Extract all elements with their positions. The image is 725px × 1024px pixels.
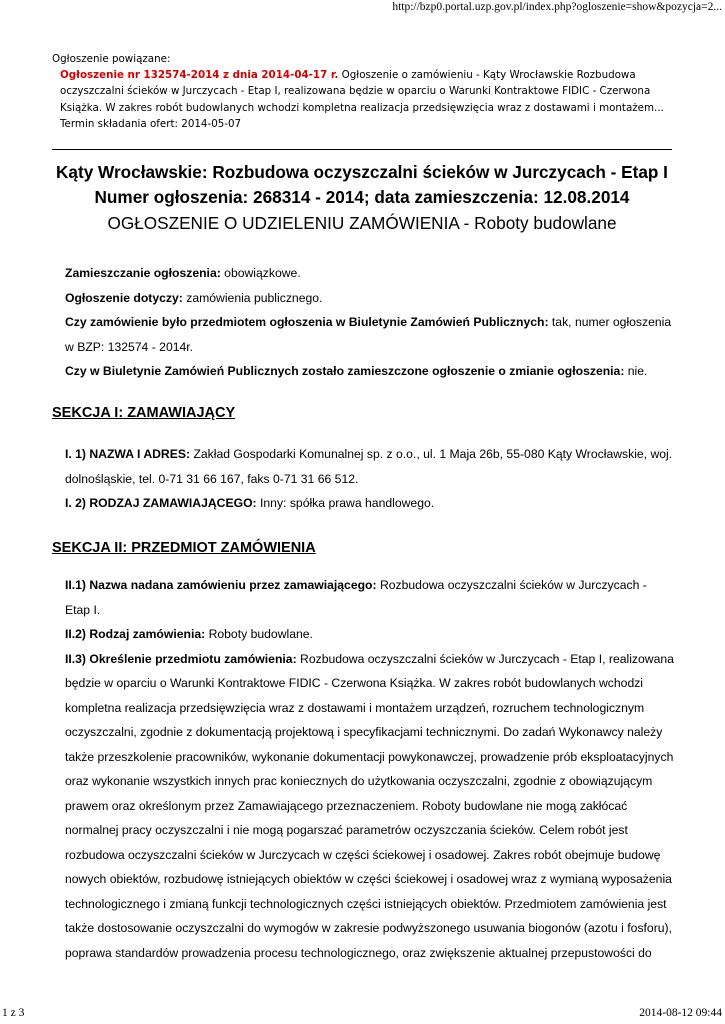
field-name-address xyxy=(65,442,675,491)
title-line-1: Kąty Wrocławskie: Rozbudowa oczyszczalni ścieków w Jurczycach - Etap I xyxy=(56,162,668,182)
field-value: nie. xyxy=(627,364,648,378)
field-value: Rozbudowa oczyszczalni ścieków w Jurczycach - Etap I, realizowana będzie w oparciu o Warunki Kontraktowe FIDIC - Czerwona Książka. W zakres robót budowlanych wchodzi kompletna realizacja przedsięwzięcia wraz z dostawami i montażem urządzeń, rozruchem technologicznym oczyszczalni, zgodnie z dokumentacją projektową i specyfikacjami technicznymi. Do zadań Wykonawcy należy także przeszkolenie pracowników, wykonanie dokumentacji powykonawczej, prowadzenie prób eksploatacyjnych oraz wykonanie wszystkich innych prac koniecznych do użytkowania oczyszczalni, zgodnie z obowiązującym prawem oraz określonym przez Zamawiającego przeznaczeniem. Roboty budowlane nie mogą zakłócać normalnej pracy oczyszczalni i nie mogą pogarszać parametrów oczyszczania ścieków. Celem robót jest rozbudowa oczyszczalni ścieków w Jurczycach w części ściekowej i osadowej. Zakres robót obejmuje budowę nowych obiektów, rozbudowę istniejących obiektów w części ściekowej i osadowej wraz z wymianą wyposażenia technologicznego i zmianą funkcji technologicznych części istniejących obiektów. Przedmiotem zamówienia jest także dostosowanie oczyszczalni do wymogów w zakresie podwyższonego usuwania biogonów (azotu i fosforu), poprawa standardów prowadzenia procesu technologicznego, oraz zwiększenie aktualnej przepustowości do xyxy=(65,651,674,960)
field-concerns xyxy=(65,286,675,311)
field-order-name xyxy=(65,573,675,622)
field-label: Czy w Biuletynie Zamówień Publicznych zostało zamieszczone ogłoszenie o zmianie ogłoszenia: xyxy=(65,364,625,378)
field-value: zamówienia publicznego. xyxy=(186,290,323,305)
field-value: Zakład Gospodarki Komunalnej sp. z o.o., ul. 1 Maja 26b, 55-080 Kąty Wrocławskie, woj. dolnośląskie, tel. 0-71 31 66 167, faks 0-71 31 66 512. xyxy=(65,447,673,486)
related-notice xyxy=(52,51,664,132)
field-label: II.1) Nazwa nadana zamówieniu przez zamawiającego: xyxy=(65,578,377,592)
related-label: Ogłoszenie powiązane: xyxy=(52,53,171,65)
related-body xyxy=(52,67,664,132)
section-1-content xyxy=(65,442,675,516)
divider xyxy=(52,149,672,150)
field-value: Roboty budowlane. xyxy=(208,627,313,641)
field-label: II.3) Określenie przedmiotu zamówienia: xyxy=(65,651,297,666)
related-notice-link[interactable]: Ogłoszenie nr 132574-2014 z dnia 2014-04-17 r. xyxy=(60,69,339,82)
intro-fields xyxy=(65,261,675,384)
field-label: Zamieszczanie ogłoszenia: xyxy=(65,266,221,280)
field-value: obowiązkowe. xyxy=(224,266,301,280)
title-line-2: Numer ogłoszenia: 268314 - 2014; data zamieszczenia: 12.08.2014 xyxy=(94,187,630,207)
related-notice-text: Ogłoszenie o zamówieniu - Kąty Wrocławskie Rozbudowa oczyszczalni ścieków w Jurczycach - Etap I, realizowana będzie w oparciu o Warunki Kontraktowe FIDIC - Czerwona Książka. W zakres robót budowlanych wchodzi kompletna realizacja przedsięwzięcia wraz z dostawami i montażem... xyxy=(60,69,664,114)
field-label: Ogłoszenie dotyczy: xyxy=(65,290,183,305)
section-1-heading: SEKCJA I: ZAMAWIAJĄCY xyxy=(52,405,236,421)
page-url: http://bzp0.portal.uzp.gov.pl/index.php?ogloszenie=show&pozycja=2... xyxy=(392,1,722,13)
title-line-3: OGŁOSZENIE O UDZIELENIU ZAMÓWIENIA - Roboty budowlane xyxy=(107,213,617,233)
field-publication xyxy=(65,261,675,286)
field-label: I. 2) RODZAJ ZAMAWIAJĄCEGO: xyxy=(65,496,257,510)
field-order-subject xyxy=(65,647,675,966)
field-label: II.2) Rodzaj zamówienia: xyxy=(65,627,206,641)
page-number: 1 z 3 xyxy=(2,1007,25,1019)
field-value: Inny: spółka prawa handlowego. xyxy=(260,496,435,510)
field-bzp-notice xyxy=(65,310,675,359)
field-order-type xyxy=(65,622,675,647)
section-2-heading: SEKCJA II: PRZEDMIOT ZAMÓWIENIA xyxy=(52,540,316,556)
field-change-notice xyxy=(65,359,675,384)
field-value: Rozbudowa oczyszczalni ścieków w Jurczycach - Etap I. xyxy=(65,578,647,617)
field-value: tak, numer ogłoszenia w BZP: 132574 - 2014r. xyxy=(65,315,672,354)
related-deadline: Termin składania ofert: 2014-05-07 xyxy=(60,117,242,130)
notice-title xyxy=(52,160,672,236)
section-2-content xyxy=(65,573,675,965)
field-label: I. 1) NAZWA I ADRES: xyxy=(65,447,191,461)
print-datetime: 2014-08-12 09:44 xyxy=(639,1007,722,1019)
field-contracting-type xyxy=(65,491,675,516)
field-label: Czy zamówienie było przedmiotem ogłoszenia w Biuletynie Zamówień Publicznych: xyxy=(65,315,549,329)
